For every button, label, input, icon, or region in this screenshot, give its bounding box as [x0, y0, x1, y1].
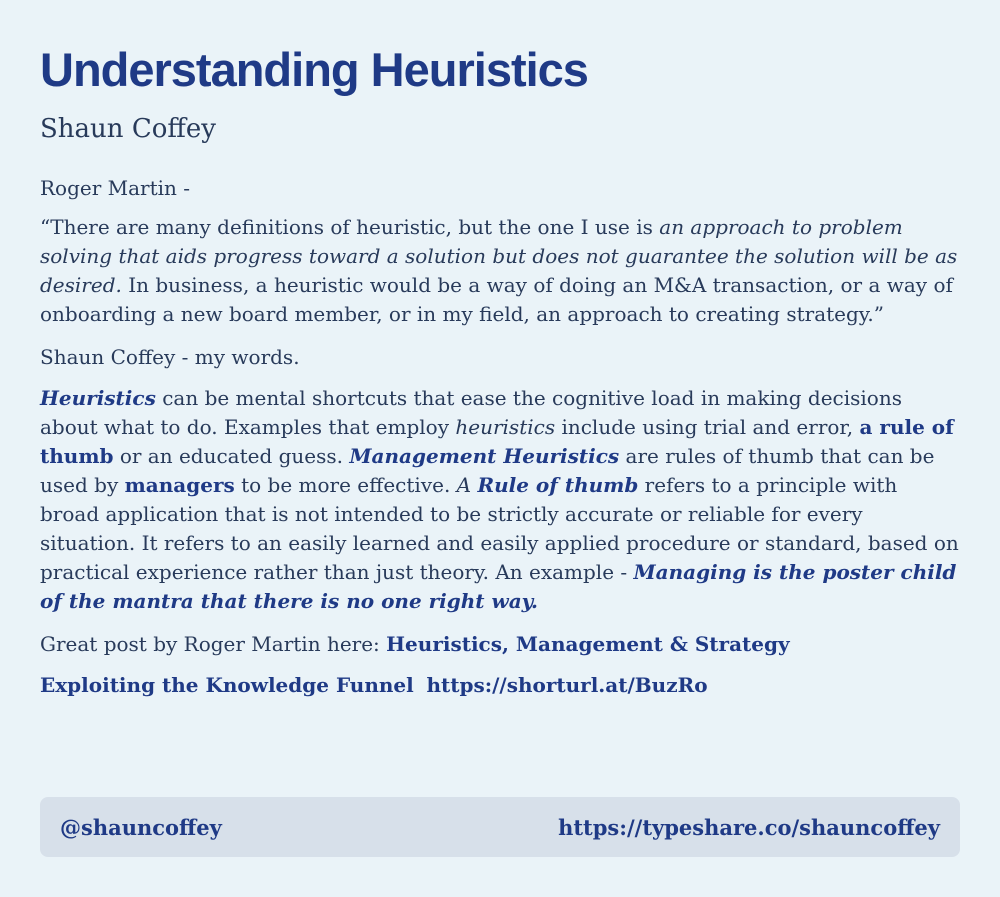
post-link[interactable]: Heuristics, Management & Strategy — [386, 632, 790, 656]
post-reference — [40, 630, 960, 659]
quote-emphasis: an approach to problem solving that aids progress toward a solution but does not guarantee the solution will be as desired. — [40, 215, 958, 297]
footer-url[interactable]: https://typeshare.co/shauncoffey — [558, 814, 940, 840]
page-title: Understanding Heuristics — [40, 43, 588, 96]
funnel-url[interactable]: https://shorturl.at/BuzRo — [426, 673, 708, 697]
body-paragraph — [40, 384, 960, 616]
body-text: include using trial and error, — [555, 415, 860, 439]
body-text: to be more effective. — [234, 473, 457, 497]
body-text: refers to a principle with broad application that is not intended to be strictly accurate or reliable for every situation. It refers to an easily learned and easily applied procedure or standard, based on practical experience rather than just theory. An example - — [40, 473, 959, 584]
body-article: A — [456, 473, 472, 497]
term-rule-of-thumb-def: Rule of thumb — [477, 473, 639, 497]
example-quote: Managing is the poster child of the mantra that there is no one right way. — [40, 560, 957, 613]
quote-paragraph — [40, 213, 960, 329]
quote-rest: In business, a heuristic would be a way of doing an M&A transaction, or a way of onboarding a new board member, or in my field, an approach to creating strategy.” — [40, 273, 953, 326]
term-rule-of-thumb: a rule of thumb — [40, 415, 954, 468]
funnel-link[interactable]: Exploiting the Knowledge Funnel — [40, 673, 414, 697]
term-management-heuristics: Management Heuristics — [349, 444, 620, 468]
author-name: Shaun Coffey — [40, 114, 216, 144]
footer-handle[interactable]: @shauncoffey — [60, 814, 222, 840]
quote-open: “There are many definitions of heuristic, but the one I use is — [40, 215, 660, 239]
quote-attribution: Roger Martin - — [40, 176, 191, 200]
term-heuristics-italic: heuristics — [455, 415, 556, 439]
term-managers: managers — [124, 473, 235, 497]
term-heuristics: Heuristics — [40, 386, 156, 410]
post-text: Great post by Roger Martin here: — [40, 632, 387, 656]
funnel-reference — [40, 671, 960, 700]
body-text: are rules of thumb that can be used by — [40, 444, 935, 497]
body-text: can be mental shortcuts that ease the cognitive load in making decisions about what to do. Examples that employ — [40, 386, 902, 439]
body-text: or an educated guess. — [113, 444, 350, 468]
my-words-attribution: Shaun Coffey - my words. — [40, 345, 300, 369]
footer-bar — [40, 797, 960, 857]
